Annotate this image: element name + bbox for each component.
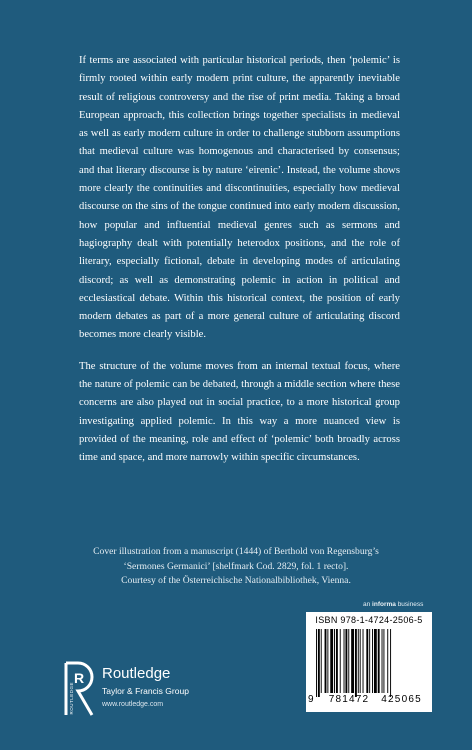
isbn-barcode — [306, 612, 432, 712]
isbn-label: ISBN 978-1-4724-2506-5 — [315, 615, 423, 625]
barcode-bars — [316, 629, 424, 697]
barcode-bar — [345, 629, 347, 693]
publisher-name: Routledge — [102, 665, 171, 682]
barcode-bar — [325, 629, 327, 693]
routledge-mark-vertical-text: ROUTLEDGE — [69, 682, 74, 715]
barcode-bar — [369, 629, 370, 693]
barcode-bar — [336, 629, 338, 693]
barcode-bar — [351, 629, 354, 693]
routledge-r-mark-icon — [62, 661, 94, 717]
publisher-url: www.routledge.com — [102, 701, 164, 708]
informa-prefix: an — [363, 601, 373, 608]
barcode-bar — [372, 629, 373, 693]
informa-brand: informa — [372, 601, 396, 608]
publisher-group: Taylor & Francis Group — [102, 686, 189, 696]
barcode-bar — [348, 629, 349, 693]
barcode-bar — [390, 629, 391, 697]
barcode-digit-first: 9 — [308, 694, 315, 705]
barcode-bar — [374, 629, 377, 693]
barcode-bar — [387, 629, 388, 693]
blurb-paragraph-1: If terms are associated with particular historical periods, then ‘polemic’ is firmly rooted within early modern print culture, the apparently inevitable result of religious controversy and the rise of print media. Taking a broad European approach, this collection brings together specialists in medieval as well as early modern culture in order to challenge stubborn assumptions that medieval culture was homogenous and characterised by consensus; and that literary discourse is by nature ‘eirenic’. Instead, the volume shows more clearly the continuities and discontinuities, especially how medieval discourse on the sins of the tongue continued into early modern discussion, how popular and influential medieval genres such as sermons and hagiography dealt with potentially heterodox positions, and the role of literary, especially fictional, debate in developing modes of articulating discord; as well as demonstrating polemic in action in political and ecclesiastical debate. Within this historical context, the position of early modern debates as part of a more general culture of articulating discord becomes more clearly visible. — [79, 55, 400, 341]
barcode-bar — [327, 629, 328, 693]
barcode-digits-group-1: 781472 — [328, 694, 370, 705]
cover-illustration-caption — [60, 545, 412, 589]
barcode-bar — [378, 629, 380, 693]
informa-suffix: business — [395, 601, 424, 608]
barcode-bar — [360, 629, 361, 693]
barcode-bar — [334, 629, 335, 693]
barcode-bar — [321, 629, 322, 693]
barcode-bar — [344, 629, 345, 693]
blurb-paragraph-2: The structure of the volume moves from an internal textual focus, where the nature of polemic can be debated, through a middle section where these concerns are also played out in social practice, to a more historical group investigating applied polemic. In this way a more nuanced view is provided of the meaning, role and effect of ‘polemic’ both broadly across time and space, and more narrowly within specific circumstances. — [79, 360, 400, 464]
barcode-bar — [330, 629, 333, 693]
barcode-bar — [366, 629, 368, 693]
barcode-bar — [363, 629, 364, 693]
routledge-mark-letter: R — [74, 670, 85, 686]
caption-line-3: Courtesy of the Österreichische Nationalbibliothek, Vienna. — [121, 575, 351, 586]
barcode-digits-group-2: 425065 — [381, 694, 422, 705]
barcode-bar — [355, 629, 357, 697]
caption-line-1: Cover illustration from a manuscript (1444) of Berthold von Regensburg’s — [93, 546, 379, 557]
informa-business-tag — [363, 601, 423, 608]
barcode-bar — [382, 629, 383, 693]
caption-line-2: ‘Sermones Germanici’ [shelfmark Cod. 2829, fol. 1 recto]. — [123, 560, 349, 572]
barcode-bar — [318, 629, 320, 697]
barcode-bar — [316, 629, 317, 697]
barcode-bar — [340, 629, 341, 693]
barcode-digits — [308, 694, 432, 705]
barcode-bar — [383, 629, 384, 693]
back-cover-blurb — [79, 52, 400, 481]
barcode-bar — [358, 629, 359, 693]
